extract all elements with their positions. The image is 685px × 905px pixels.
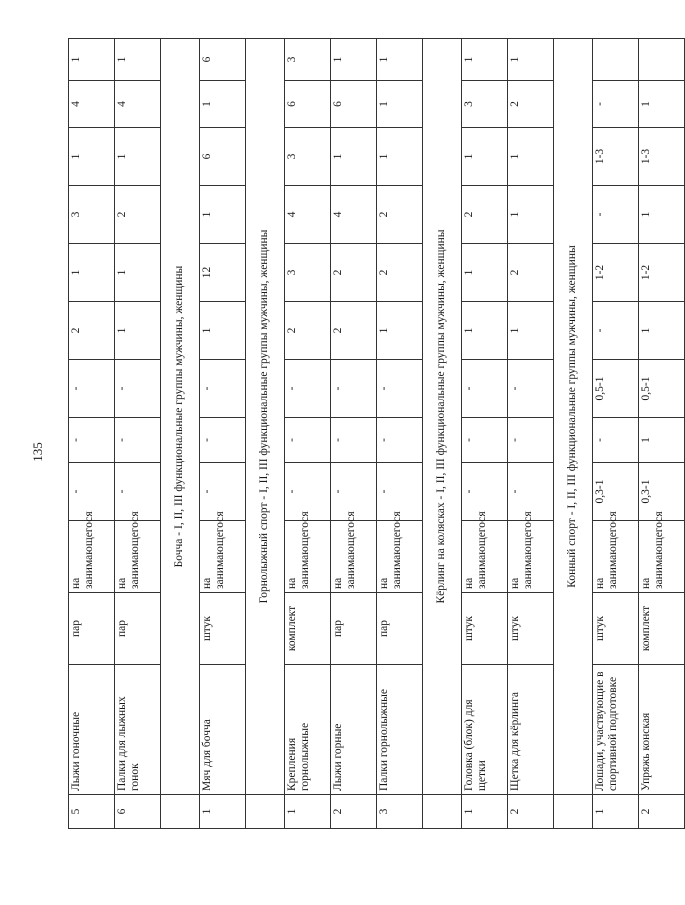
value-cell: - (115, 418, 161, 463)
issue-cell: на занимающегося (69, 521, 115, 593)
table-row (508, 39, 554, 829)
value-cell: 1 (377, 128, 423, 186)
value-cell: 1 (508, 128, 554, 186)
value-cell: - (508, 418, 554, 463)
table-row (377, 39, 423, 829)
unit-cell: штук (508, 593, 554, 665)
section-header: Кёрлинг на колясках - I, II, III функциональные группы мужчины, женщины (423, 39, 462, 795)
table-row (331, 39, 377, 829)
value-cell: 1 (115, 244, 161, 302)
value-cell: 1 (377, 81, 423, 128)
row-number-cell: 3 (377, 795, 423, 829)
value-cell: 0,5-1 (593, 360, 639, 418)
section-blank-cell (554, 795, 593, 829)
value-cell: 1 (200, 186, 246, 244)
value-cell: 1 (115, 302, 161, 360)
issue-cell: на занимающегося (593, 521, 639, 593)
value-cell: 3 (462, 81, 508, 128)
value-cell: - (593, 81, 639, 128)
value-cell: 2 (331, 302, 377, 360)
value-cell: - (69, 418, 115, 463)
value-cell: - (285, 418, 331, 463)
row-number-cell: 2 (639, 795, 685, 829)
value-cell: - (200, 463, 246, 521)
value-cell: 1 (639, 81, 685, 128)
section-header-row (423, 39, 462, 829)
unit-cell: штук (200, 593, 246, 665)
table-row (462, 39, 508, 829)
value-cell: 6 (331, 81, 377, 128)
value-cell: 6 (200, 39, 246, 81)
page-number: 135 (30, 442, 45, 462)
value-cell: 1 (115, 128, 161, 186)
table-row (200, 39, 246, 829)
value-cell: 1 (69, 244, 115, 302)
value-cell: 2 (331, 244, 377, 302)
item-name-cell: Лыжи горные (331, 665, 377, 795)
section-header-row (554, 39, 593, 829)
item-name-cell: Лыжи гоночные (69, 665, 115, 795)
value-cell: 2 (508, 81, 554, 128)
value-cell: - (593, 418, 639, 463)
value-cell: 1 (639, 302, 685, 360)
value-cell: - (331, 418, 377, 463)
value-cell: 1 (639, 418, 685, 463)
value-cell: - (593, 186, 639, 244)
value-cell: - (69, 360, 115, 418)
table-row (593, 39, 639, 829)
value-cell: - (285, 463, 331, 521)
unit-cell: штук (462, 593, 508, 665)
unit-cell: пар (377, 593, 423, 665)
value-cell: 1 (462, 244, 508, 302)
issue-cell: на занимающегося (115, 521, 161, 593)
section-header-row (246, 39, 285, 829)
issue-cell: на занимающегося (377, 521, 423, 593)
value-cell: 1-2 (639, 244, 685, 302)
value-cell: 0,3-1 (639, 463, 685, 521)
row-number-cell: 1 (200, 795, 246, 829)
row-number-cell: 1 (285, 795, 331, 829)
item-name-cell: Палки для лыжных гонок (115, 665, 161, 795)
section-header-row (161, 39, 200, 829)
value-cell: - (285, 360, 331, 418)
value-cell: 3 (285, 244, 331, 302)
value-cell: - (331, 463, 377, 521)
value-cell: - (462, 360, 508, 418)
value-cell: 4 (285, 186, 331, 244)
value-cell: 1 (200, 81, 246, 128)
equipment-table-container (68, 39, 666, 829)
value-cell: 1 (508, 39, 554, 81)
value-cell: 1-3 (639, 128, 685, 186)
value-cell: 1 (69, 128, 115, 186)
row-number-cell: 2 (331, 795, 377, 829)
value-cell: - (377, 418, 423, 463)
value-cell: 3 (285, 128, 331, 186)
issue-cell: на занимающегося (508, 521, 554, 593)
value-cell: 3 (69, 186, 115, 244)
table-row (639, 39, 685, 829)
value-cell: 2 (115, 186, 161, 244)
value-cell: 1 (69, 39, 115, 81)
value-cell: 1 (508, 302, 554, 360)
issue-cell: на занимающегося (285, 521, 331, 593)
table-row (115, 39, 161, 829)
row-number-cell: 6 (115, 795, 161, 829)
value-cell: 0,3-1 (593, 463, 639, 521)
section-header: Горнолыжный спорт - I, II, III функциональные группы мужчины, женщины (246, 39, 285, 795)
item-name-cell: Головка (блок) для щетки (462, 665, 508, 795)
value-cell: 1 (462, 128, 508, 186)
value-cell: - (377, 360, 423, 418)
section-blank-cell (161, 795, 200, 829)
value-cell: - (331, 360, 377, 418)
value-cell: 6 (200, 128, 246, 186)
value-cell: 2 (508, 244, 554, 302)
value-cell: - (462, 463, 508, 521)
value-cell (593, 39, 639, 81)
section-blank-cell (246, 795, 285, 829)
value-cell: - (200, 418, 246, 463)
value-cell: 1 (508, 186, 554, 244)
item-name-cell: Крепления горнолыжные (285, 665, 331, 795)
issue-cell: на занимающегося (639, 521, 685, 593)
unit-cell: штук (593, 593, 639, 665)
section-blank-cell (423, 795, 462, 829)
value-cell: 2 (285, 302, 331, 360)
value-cell: 1 (462, 302, 508, 360)
table-row (69, 39, 115, 829)
value-cell: 6 (285, 81, 331, 128)
value-cell: - (377, 463, 423, 521)
value-cell: 12 (200, 244, 246, 302)
row-number-cell: 5 (69, 795, 115, 829)
table-row (285, 39, 331, 829)
item-name-cell: Щетка для кёрлинга (508, 665, 554, 795)
value-cell: 2 (377, 244, 423, 302)
value-cell: 4 (115, 81, 161, 128)
value-cell: 1 (377, 302, 423, 360)
issue-cell: на занимающегося (462, 521, 508, 593)
row-number-cell: 2 (508, 795, 554, 829)
value-cell: - (462, 418, 508, 463)
value-cell: 1 (462, 39, 508, 81)
issue-cell: на занимающегося (200, 521, 246, 593)
item-name-cell: Мяч для бочча (200, 665, 246, 795)
value-cell: 0,5-1 (639, 360, 685, 418)
value-cell: 4 (69, 81, 115, 128)
value-cell: - (69, 463, 115, 521)
unit-cell: пар (115, 593, 161, 665)
section-header: Бочча - I, II, III функциональные группы мужчины, женщины (161, 39, 200, 795)
value-cell: 1 (639, 186, 685, 244)
value-cell: - (508, 463, 554, 521)
value-cell: 1 (377, 39, 423, 81)
value-cell: 1 (200, 302, 246, 360)
row-number-cell: 1 (593, 795, 639, 829)
value-cell: 4 (331, 186, 377, 244)
value-cell: 1 (331, 39, 377, 81)
value-cell: - (115, 463, 161, 521)
value-cell: - (200, 360, 246, 418)
value-cell: 3 (285, 39, 331, 81)
value-cell: 1 (331, 128, 377, 186)
value-cell: 2 (462, 186, 508, 244)
value-cell: 1 (115, 39, 161, 81)
value-cell: 2 (69, 302, 115, 360)
row-number-cell: 1 (462, 795, 508, 829)
item-name-cell: Упряжь конская (639, 665, 685, 795)
equipment-table (68, 38, 685, 829)
value-cell: 2 (377, 186, 423, 244)
value-cell: 1-3 (593, 128, 639, 186)
unit-cell: комплект (285, 593, 331, 665)
value-cell: - (115, 360, 161, 418)
unit-cell: пар (331, 593, 377, 665)
value-cell (639, 39, 685, 81)
section-header: Конный спорт - I, II, III функциональные группы мужчины, женщины (554, 39, 593, 795)
unit-cell: пар (69, 593, 115, 665)
value-cell: - (593, 302, 639, 360)
unit-cell: комплект (639, 593, 685, 665)
issue-cell: на занимающегося (331, 521, 377, 593)
item-name-cell: Лошади, участвующие в спортивной подготовке (593, 665, 639, 795)
value-cell: - (508, 360, 554, 418)
value-cell: 1-2 (593, 244, 639, 302)
item-name-cell: Палки горнолыжные (377, 665, 423, 795)
